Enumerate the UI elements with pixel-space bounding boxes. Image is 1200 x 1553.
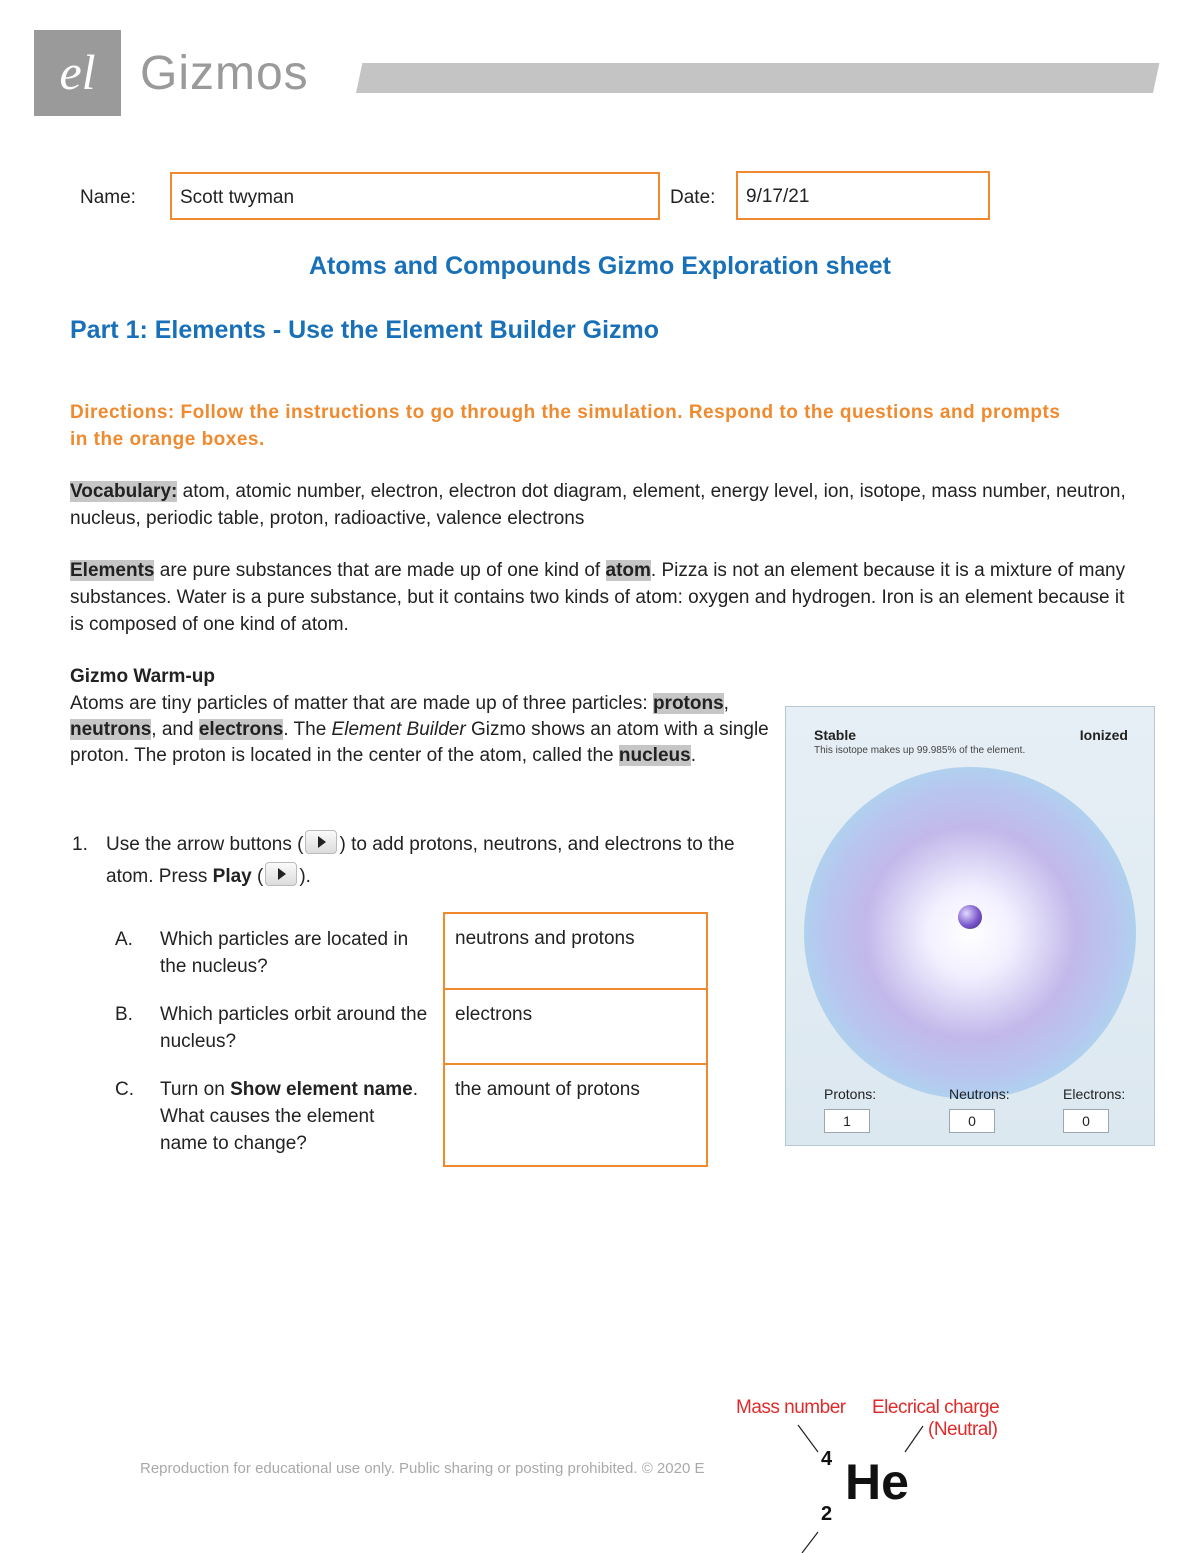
- step1-number: 1.: [72, 834, 88, 855]
- arrow-button-icon: [305, 830, 337, 854]
- electrons-count: 0: [1063, 1109, 1109, 1133]
- question-b-text: Which particles orbit around the nucleus?: [160, 1004, 428, 1052]
- elements-text-1: are pure substances that are made up of one kind of: [154, 560, 606, 581]
- question-a-text: Which particles are located in the nucleus?: [160, 929, 409, 977]
- answer-table: [443, 912, 708, 1167]
- question-a-letter: A.: [115, 929, 133, 950]
- protons-label: Protons:: [824, 1086, 877, 1102]
- step1-instructions: [106, 829, 766, 893]
- question-c-text: [160, 1076, 420, 1157]
- vocabulary-label: Vocabulary:: [70, 481, 178, 502]
- date-label: Date:: [670, 187, 716, 208]
- warmup-paragraph: [70, 691, 770, 769]
- name-field[interactable]: Scott twyman: [170, 172, 660, 220]
- element-builder-panel: [785, 706, 1155, 1146]
- term-protons: protons: [652, 693, 724, 714]
- charge-note: (Neutral): [928, 1419, 998, 1440]
- brand-name: Gizmos: [140, 47, 309, 100]
- neutrons-count: 0: [949, 1109, 995, 1133]
- protons-count: 1: [824, 1109, 870, 1133]
- header-bar: [356, 63, 1159, 93]
- step1-text-3: (: [251, 866, 264, 887]
- warmup-text-1: Atoms are tiny particles of matter that are made up of three particles:: [70, 693, 653, 714]
- step1-text-4: ).: [299, 866, 311, 887]
- term-atom: atom: [605, 560, 651, 581]
- directions-text: Directions: Follow the instructions to go through the simulation. Respond to the questions and prompts in the orange boxes.: [70, 402, 1061, 450]
- mass-number-label: Mass number: [736, 1397, 846, 1418]
- term-elements: Elements: [70, 560, 155, 581]
- warmup-text-3: , and: [151, 719, 199, 740]
- answer-a-box[interactable]: neutrons and protons: [445, 914, 706, 990]
- show-element-name-option: Show element name: [230, 1079, 413, 1100]
- answer-b-box[interactable]: electrons: [445, 990, 706, 1065]
- atom-electron-cloud: [804, 767, 1136, 1099]
- warmup-text-2: ,: [723, 693, 729, 714]
- gizmos-logo: [34, 30, 121, 116]
- part1-heading: Part 1: Elements - Use the Element Builder Gizmo: [70, 316, 660, 344]
- elements-paragraph: [70, 557, 1130, 638]
- page-title: Atoms and Compounds Gizmo Exploration sheet: [309, 252, 891, 280]
- he-symbol: He: [845, 1454, 909, 1510]
- footer-notice: Reproduction for educational use only. Public sharing or posting prohibited. © 2020 E: [140, 1460, 705, 1477]
- isotope-note: This isotope makes up 99.985% of the element.: [814, 745, 1026, 756]
- warmup-heading: Gizmo Warm-up: [70, 666, 215, 687]
- question-b-letter: B.: [115, 1004, 133, 1025]
- electrons-label: Electrons:: [1063, 1086, 1126, 1102]
- step1-text-2: ) to add protons, neutrons, and electrons to the atom. Press: [106, 834, 735, 887]
- question-c-text-2: . What causes the element name to change?: [160, 1079, 419, 1154]
- stable-label: Stable: [814, 727, 857, 743]
- date-field[interactable]: 9/17/21: [736, 171, 990, 220]
- charge-label: Elecrical charge: [872, 1397, 1000, 1418]
- warmup-text-5: Gizmo shows an atom with a single proton. The proton is located in the center of the atom, called the: [70, 719, 769, 766]
- term-electrons: electrons: [198, 719, 284, 740]
- play-word: Play: [212, 866, 252, 887]
- term-neutrons: neutrons: [70, 719, 152, 740]
- question-c-text-1: Turn on: [160, 1079, 231, 1100]
- warmup-text-4: . The: [283, 719, 332, 740]
- neutrons-label: Neutrons:: [949, 1086, 1010, 1102]
- name-label: Name:: [80, 187, 136, 208]
- elements-text-2: . Pizza is not an element because it is a mixture of many substances. Water is a pure substance, but it contains two kinds of atom: oxygen and hydrogen. Iron is an element because it is composed of one kind of atom.: [70, 560, 1126, 635]
- warmup-text-6: .: [690, 745, 696, 766]
- he-atomic-number: 2: [821, 1503, 833, 1525]
- ionized-label: Ionized: [1079, 727, 1128, 743]
- vocabulary-paragraph: [70, 478, 1130, 532]
- nucleus-proton: [958, 905, 982, 929]
- term-nucleus: nucleus: [618, 745, 691, 766]
- step1-text-1: Use the arrow buttons (: [106, 834, 304, 855]
- question-c-letter: C.: [115, 1079, 134, 1100]
- logo-mark: el: [59, 44, 96, 100]
- answer-c-box[interactable]: the amount of protons: [455, 1079, 640, 1100]
- vocabulary-list: atom, atomic number, electron, electron dot diagram, element, energy level, ion, isotope, mass number, neutron, nucleus, periodic table, proton, radioactive, valence electrons: [70, 481, 1126, 529]
- he-mass-number: 4: [821, 1448, 833, 1470]
- gizmo-name: Element Builder: [331, 719, 466, 740]
- play-button-icon: [265, 862, 297, 886]
